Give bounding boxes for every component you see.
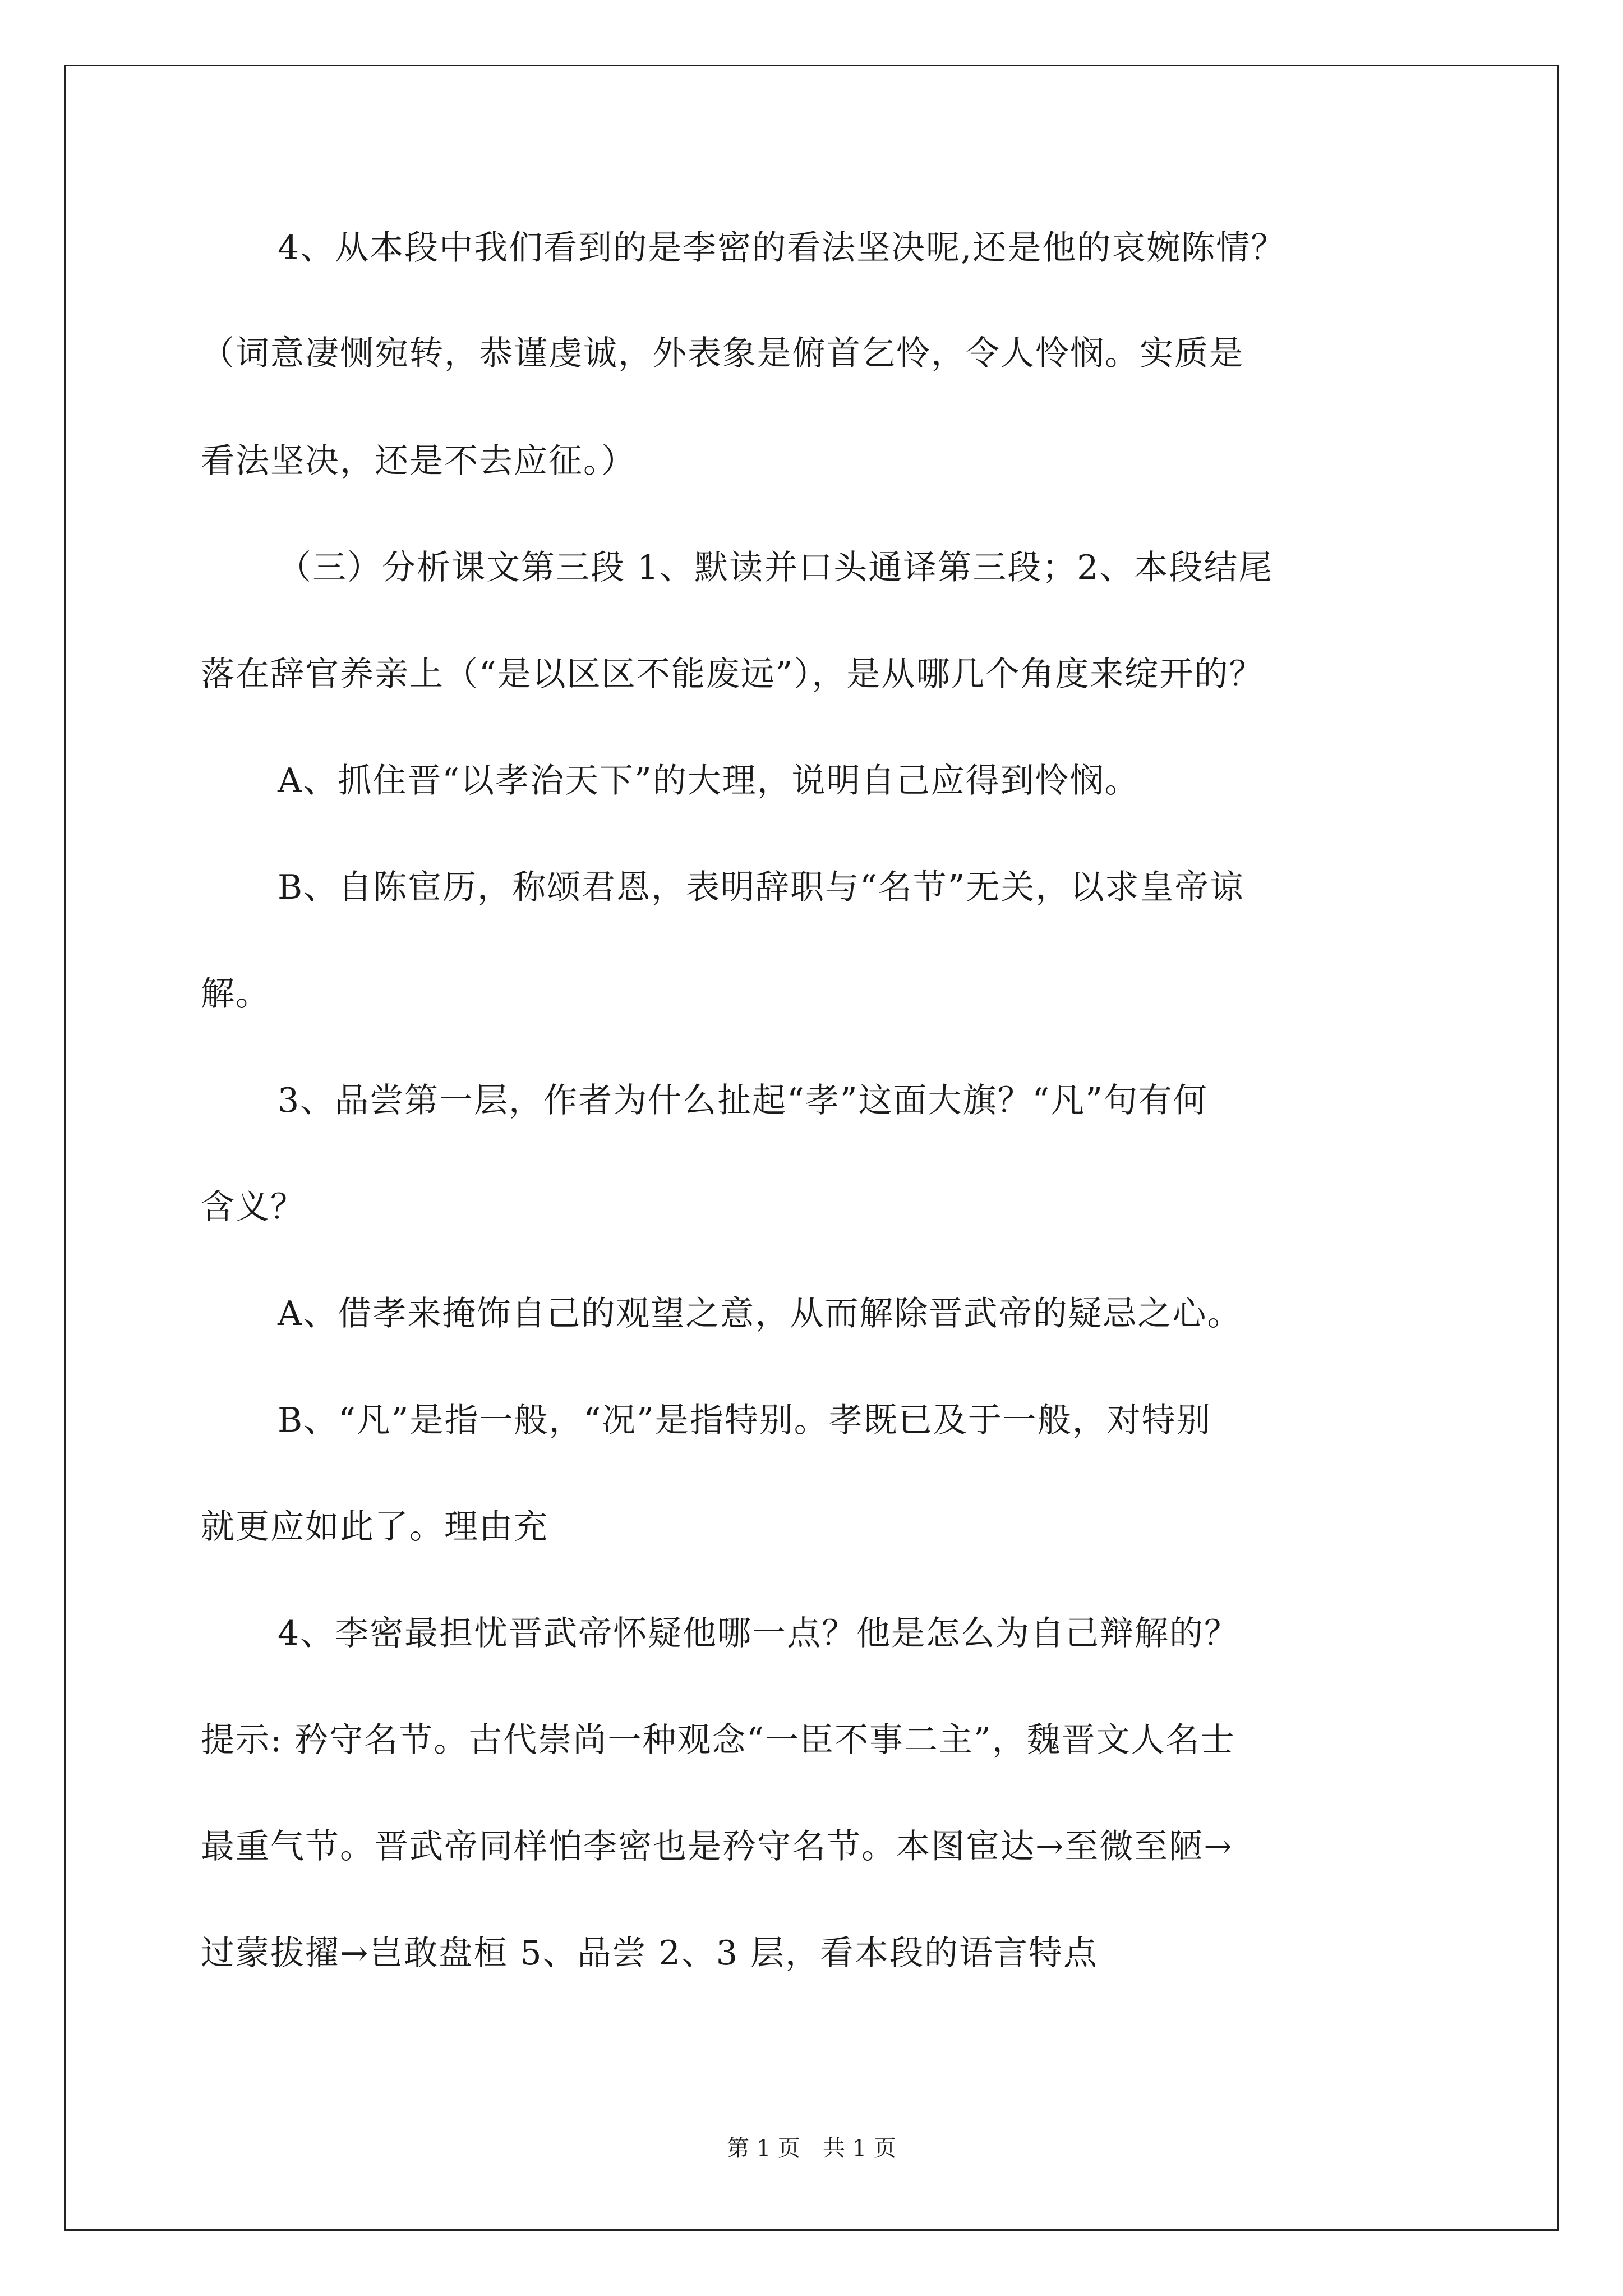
- paragraph-line: 落在辞官养亲上（“是以区区不能废远”），是从哪几个角度来绽开的？: [201, 655, 1264, 694]
- paragraph-line: 过蒙拔擢→岂敢盘桓 5、品尝 2、3 层，看本段的语言特点: [201, 1934, 1099, 1973]
- paragraph-line: A、抓住晋“以孝治天下”的大理，说明自己应得到怜悯。: [278, 761, 1140, 800]
- paragraph-line: （三）分析课文第三段 1、默读并口头通译第三段；2、本段结尾: [278, 548, 1274, 587]
- paragraph-line: （词意凄恻宛转，恭谨虔诚，外表象是俯首乞怜，令人怜悯。实质是: [201, 334, 1244, 373]
- paragraph-line: 就更应如此了。理由充: [201, 1507, 548, 1547]
- paragraph-line: 含义？: [201, 1188, 305, 1227]
- paragraph-line: 最重气节。晋武帝同样怕李密也是矜守名节。本图宦达→至微至陋→: [201, 1827, 1233, 1866]
- page-border: [64, 65, 1559, 2231]
- paragraph-line: A、借孝来掩饰自己的观望之意，从而解除晋武帝的疑忌之心。: [278, 1294, 1242, 1333]
- paragraph-line: 提示: 矜守名节。古代崇尚一种观念“一臣不事二主”，魏晋文人名士: [201, 1720, 1235, 1760]
- paragraph-line: 看法坚决，还是不去应征。）: [201, 441, 636, 481]
- paragraph-line: B、自陈宦历，称颂君恩，表明辞职与“名节”无关，以求皇帝谅: [278, 868, 1244, 907]
- page-footer: 第 1 页 共 1 页: [727, 2136, 896, 2161]
- paragraph-line: 解。: [201, 974, 270, 1014]
- paragraph-line: 3、品尝第一层，作者为什么扯起“孝”这面大旗？“凡”句有何: [278, 1081, 1208, 1120]
- paragraph-line: 4、从本段中我们看到的是李密的看法坚决呢,还是他的哀婉陈情？: [278, 228, 1286, 268]
- paragraph-line: B、“凡”是指一般，“况”是指特别。孝既已及于一般，对特别: [278, 1401, 1211, 1440]
- paragraph-line: 4、李密最担忧晋武帝怀疑他哪一点？他是怎么为自己辩解的？: [278, 1614, 1239, 1653]
